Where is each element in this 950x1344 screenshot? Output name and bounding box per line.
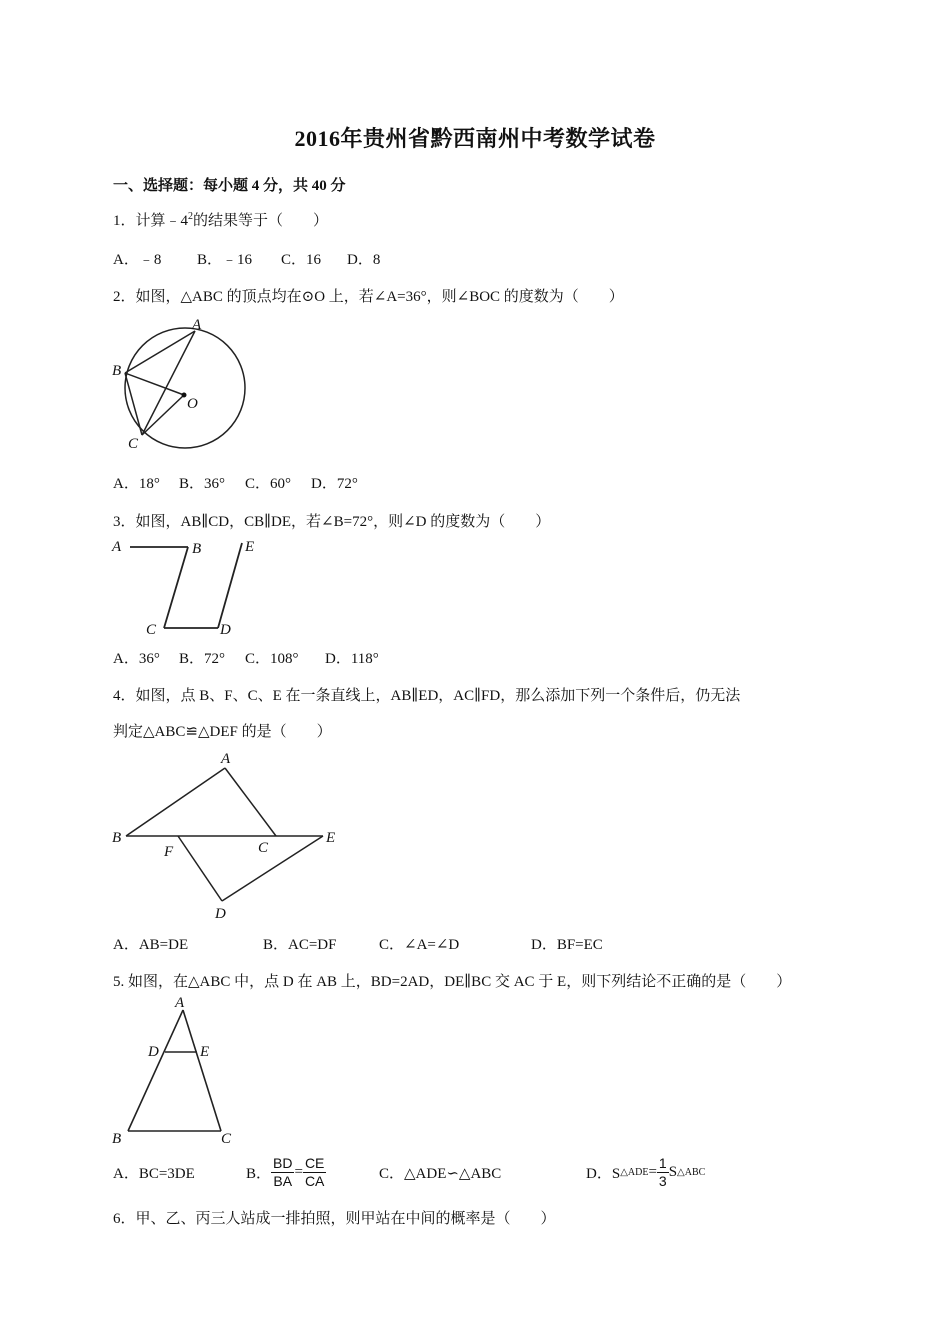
q3-option-c: C．108° <box>245 651 299 667</box>
q5-option-a: A．BC=3DE <box>113 1165 195 1182</box>
q5-segment-ac <box>183 1010 221 1131</box>
q4-option-c: C．∠A=∠D <box>379 937 460 953</box>
question-3-stem: 3．如图，AB∥CD，CB∥DE，若∠B=72°，则∠D 的度数为（ ） <box>113 514 551 530</box>
question-4-stem-line-1: 4．如图，点 B、F、C、E 在一条直线上，AB∥ED，AC∥FD，那么添加下列一个条件后，仍无法 <box>113 688 741 704</box>
q5-label-c: C <box>221 1131 232 1147</box>
q1-stem-pre: 1．计算﹣4 <box>113 213 189 229</box>
q1-option-a: A．﹣8 <box>113 252 162 268</box>
q4-label-a: A <box>221 751 231 767</box>
question-1-options <box>113 248 380 269</box>
q4-option-d: D．BF=EC <box>531 937 603 953</box>
q5-frac1-numerator: BD <box>273 1154 293 1171</box>
q3-segment-de <box>218 543 242 628</box>
q4-triangles-figure <box>108 748 343 926</box>
q5-label-e: E <box>200 1044 210 1060</box>
q2-center-dot <box>182 393 187 398</box>
q5-option-c: C．△ADE∽△ABC <box>379 1165 502 1182</box>
q1-exponent: 2 <box>188 211 194 222</box>
question-4-options <box>113 933 603 954</box>
q5-label-a: A <box>175 995 185 1011</box>
q2-label-o: O <box>187 396 198 412</box>
page-title: 2016年贵州省黔西南州中考数学试卷 <box>294 126 656 151</box>
q2-option-b: B．36° <box>179 476 226 492</box>
q5-option-d-sub1: △ADE <box>620 1166 649 1178</box>
q1-stem-post: 的结果等于（ ） <box>193 213 329 229</box>
q5-frac3-numerator: 1 <box>658 1154 667 1171</box>
q3-segment-bc <box>164 547 188 628</box>
q5-option-b-prefix: B． <box>246 1165 272 1182</box>
q5-frac2-denominator: CA <box>304 1172 325 1189</box>
q5-frac2-numerator: CE <box>304 1154 325 1171</box>
q2-circle-figure <box>108 315 253 457</box>
q2-option-c: C．60° <box>245 476 292 492</box>
section-heading: 一、选择题：每小题 4 分，共 40 分 <box>113 178 346 194</box>
q4-label-e: E <box>326 830 336 846</box>
q3-label-e: E <box>245 539 255 555</box>
question-2-options <box>113 472 358 493</box>
q5-option-d-prefix: D．S <box>586 1165 621 1182</box>
question-4-stem-line-2: 判定△ABC≌△DEF 的是（ ） <box>113 724 332 740</box>
q4-segment-ab <box>126 768 225 836</box>
question-5-stem: 5. 如图，在△ABC 中，点 D 在 AB 上，BD=2AD，DE∥BC 交 AC 于 E，则下列结论不正确的是（ ） <box>113 974 792 990</box>
q4-option-a: A．AB=DE <box>113 937 189 953</box>
q2-segment-co <box>142 395 184 435</box>
q4-label-c: C <box>258 840 269 856</box>
q5-fraction-ce-ca <box>303 1155 326 1190</box>
q5-option-d <box>586 1155 705 1190</box>
q5-option-b-equals: = <box>294 1163 303 1180</box>
q3-option-b: B．72° <box>179 651 226 667</box>
q5-fraction-one-third <box>657 1155 669 1190</box>
q3-label-d: D <box>220 622 231 638</box>
q2-segment-bo <box>125 373 184 395</box>
q1-option-d: D．8 <box>347 252 381 268</box>
question-3-options <box>113 647 379 668</box>
q3-parallel-figure <box>108 535 268 640</box>
q4-label-d: D <box>215 906 226 922</box>
q3-label-a: A <box>112 539 122 555</box>
q5-label-b: B <box>112 1131 122 1147</box>
question-6-stem: 6．甲、乙、丙三人站成一排拍照，则甲站在中间的概率是（ ） <box>113 1211 556 1227</box>
q4-segment-fd <box>178 836 222 901</box>
q3-label-c: C <box>146 622 157 638</box>
q3-label-b: B <box>192 541 202 557</box>
q2-label-c: C <box>128 436 139 452</box>
q4-label-b: B <box>112 830 122 846</box>
q5-option-d-s: S <box>668 1163 678 1180</box>
q2-circle <box>125 328 245 448</box>
q2-label-b: B <box>112 363 122 379</box>
question-1-stem <box>113 209 328 230</box>
q4-label-f: F <box>164 844 174 860</box>
q1-option-c: C．16 <box>281 252 322 268</box>
q5-fraction-bd-ba <box>271 1155 294 1190</box>
q4-segment-ac <box>225 768 276 836</box>
q2-label-a: A <box>192 317 202 333</box>
q2-option-a: A．18° <box>113 476 160 492</box>
q4-segment-de <box>222 836 323 901</box>
q4-option-b: B．AC=DF <box>263 937 337 953</box>
q5-label-d: D <box>148 1044 159 1060</box>
q5-segment-ab <box>128 1010 183 1131</box>
q3-option-a: A．36° <box>113 651 160 667</box>
question-5-options <box>113 1150 705 1194</box>
q2-option-d: D．72° <box>311 476 358 492</box>
q5-frac1-denominator: BA <box>273 1172 293 1189</box>
question-2-stem: 2．如图，△ABC 的顶点均在⊙O 上，若∠A=36°，则∠BOC 的度数为（ ） <box>113 289 624 305</box>
q5-frac3-denominator: 3 <box>658 1172 667 1189</box>
q5-triangle-figure <box>108 992 238 1147</box>
q5-option-d-sub2: △ABC <box>677 1166 706 1178</box>
q1-option-b: B．﹣16 <box>197 252 253 268</box>
q3-option-d: D．118° <box>325 651 379 667</box>
q5-option-d-equals: = <box>648 1163 657 1180</box>
q5-option-b <box>246 1155 379 1190</box>
